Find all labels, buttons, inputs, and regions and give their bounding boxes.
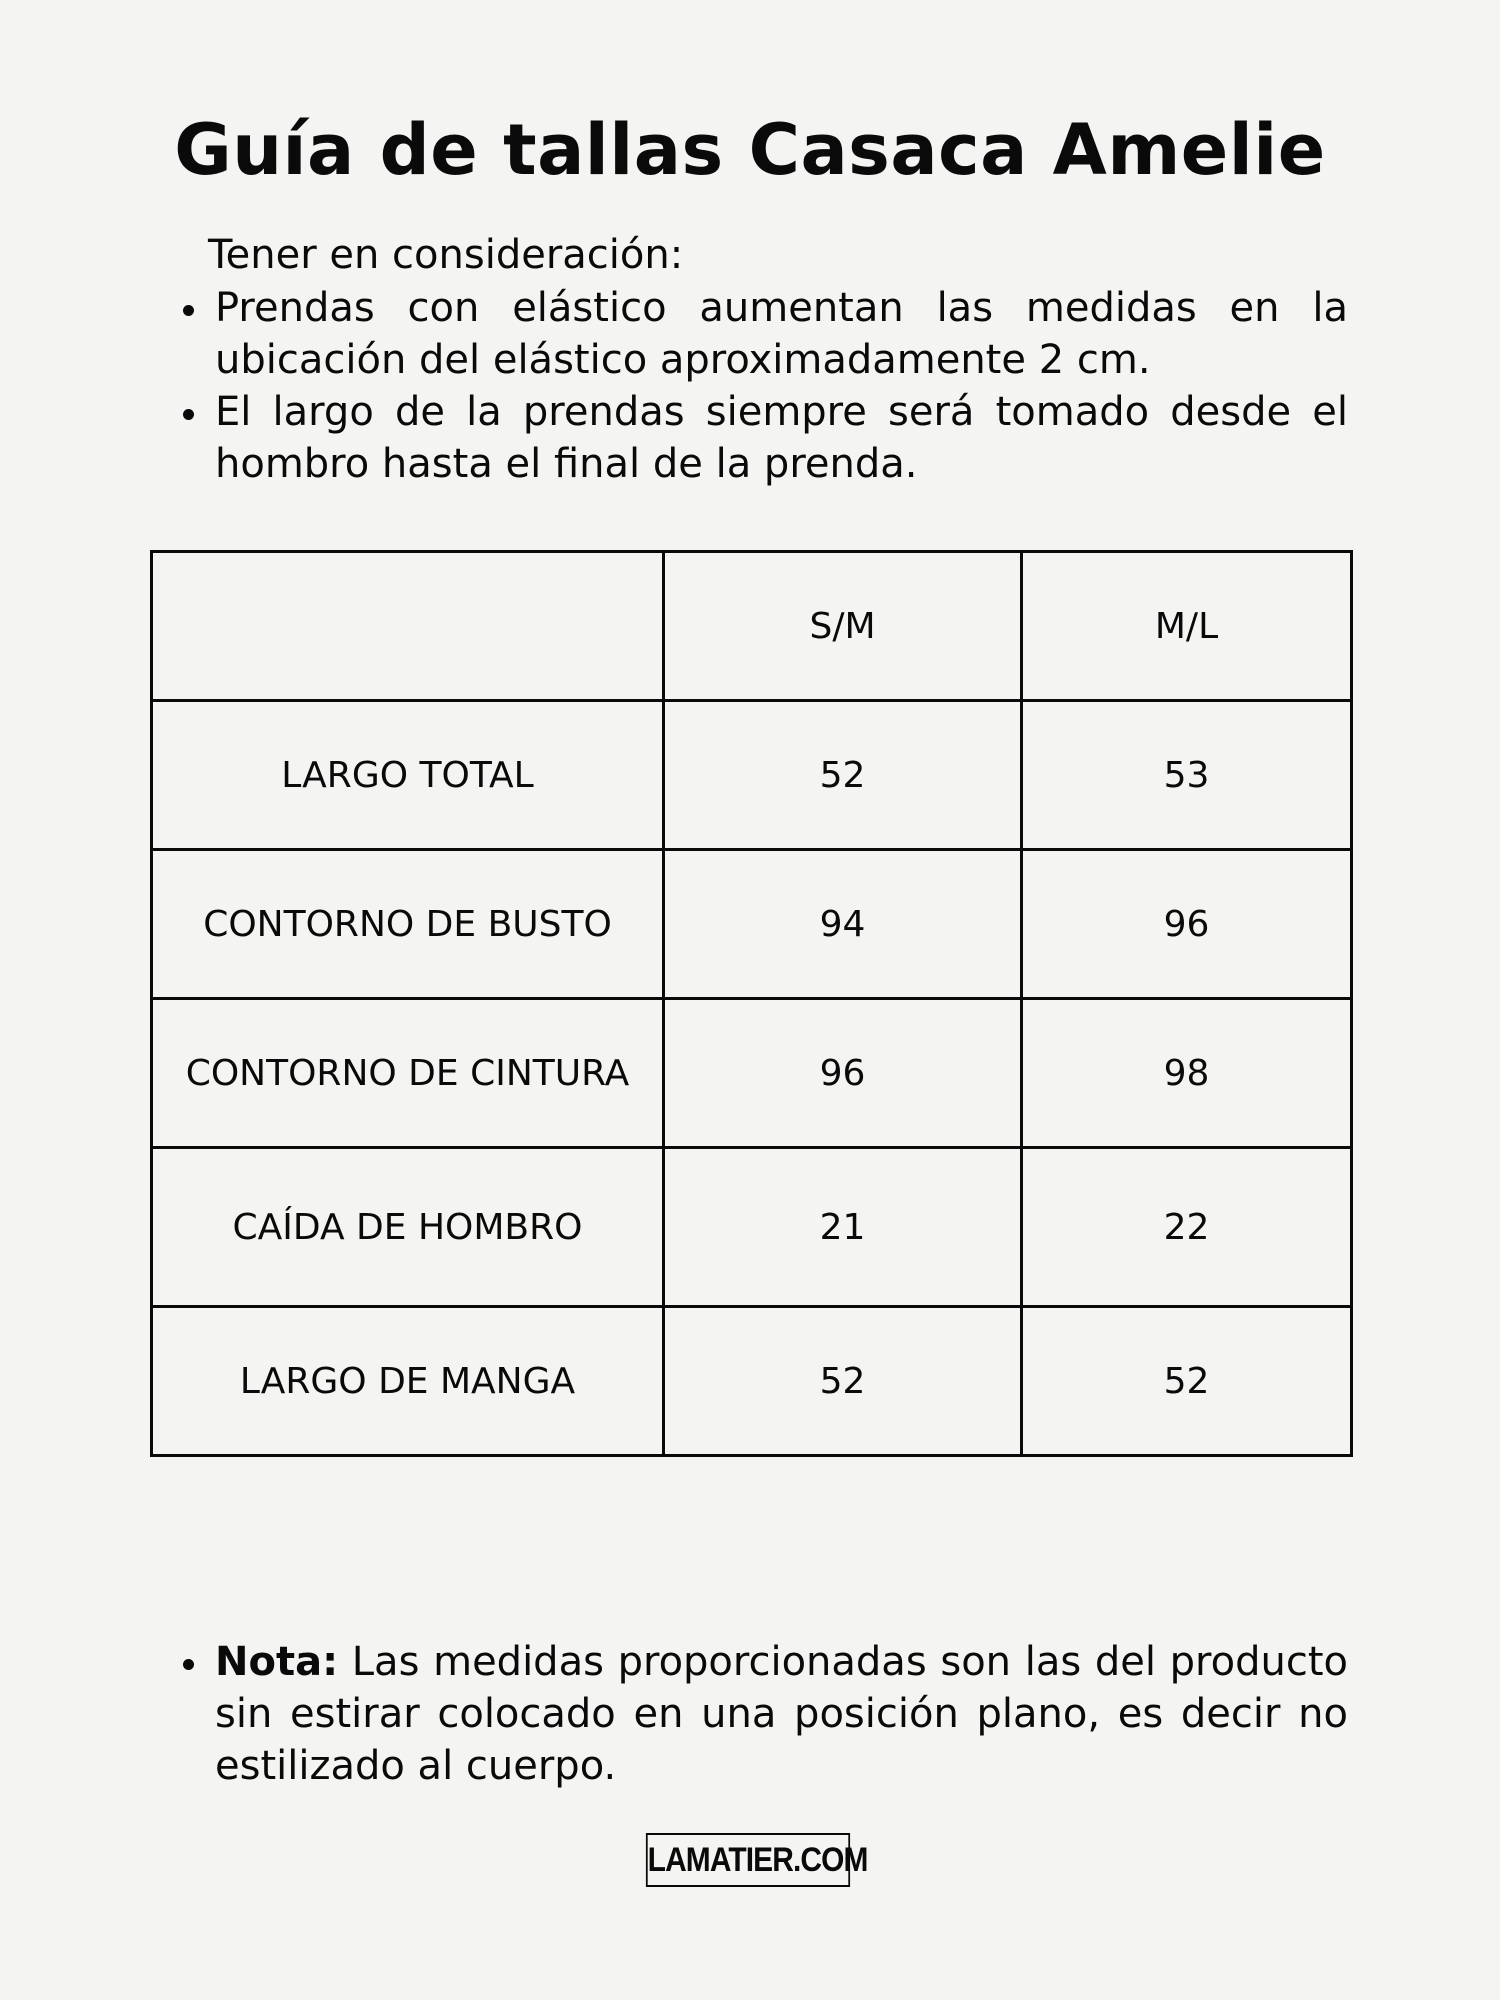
row-value-ml: 53 [1022,701,1352,850]
list-item: El largo de la prendas siempre será tomado desde el hombro hasta el final de la prenda. [178,386,1348,490]
table-row [152,850,1352,999]
brand-logo: LAMATIER.COM [646,1833,850,1887]
note-text: Las medidas proporcionadas son las del producto sin estirar colocado en una posición plano, es decir no estilizado al cuerpo. [215,1639,1348,1789]
row-value-ml: 22 [1022,1148,1352,1307]
table-row [152,1148,1352,1307]
row-value-sm: 94 [664,850,1022,999]
table-header-ml: M/L [1022,552,1352,701]
row-value-ml: 52 [1022,1307,1352,1456]
row-label: LARGO TOTAL [152,701,664,850]
row-label: CAÍDA DE HOMBRO [152,1148,664,1307]
row-label: LARGO DE MANGA [152,1307,664,1456]
table-header-sm: S/M [664,552,1022,701]
row-value-sm: 96 [664,999,1022,1148]
intro-text: Tener en consideración: [208,232,684,278]
table-row [152,1307,1352,1456]
list-item: Prendas con elástico aumentan las medidas en la ubicación del elástico aproximadamente 2 cm. [178,282,1348,386]
note-label: Nota: [215,1639,339,1685]
row-value-sm: 52 [664,1307,1022,1456]
row-value-ml: 96 [1022,850,1352,999]
row-value-ml: 98 [1022,999,1352,1148]
row-value-sm: 21 [664,1148,1022,1307]
table-header-row [152,552,1352,701]
table-row [152,701,1352,850]
table-row [152,999,1352,1148]
note-item [178,1636,1348,1792]
note-list [178,1636,1348,1792]
row-value-sm: 52 [664,701,1022,850]
considerations-list [178,282,1348,490]
size-table [150,550,1353,1457]
row-label: CONTORNO DE CINTURA [152,999,664,1148]
page-title: Guía de tallas Casaca Amelie [174,109,1326,191]
row-label: CONTORNO DE BUSTO [152,850,664,999]
table-header-empty [152,552,664,701]
